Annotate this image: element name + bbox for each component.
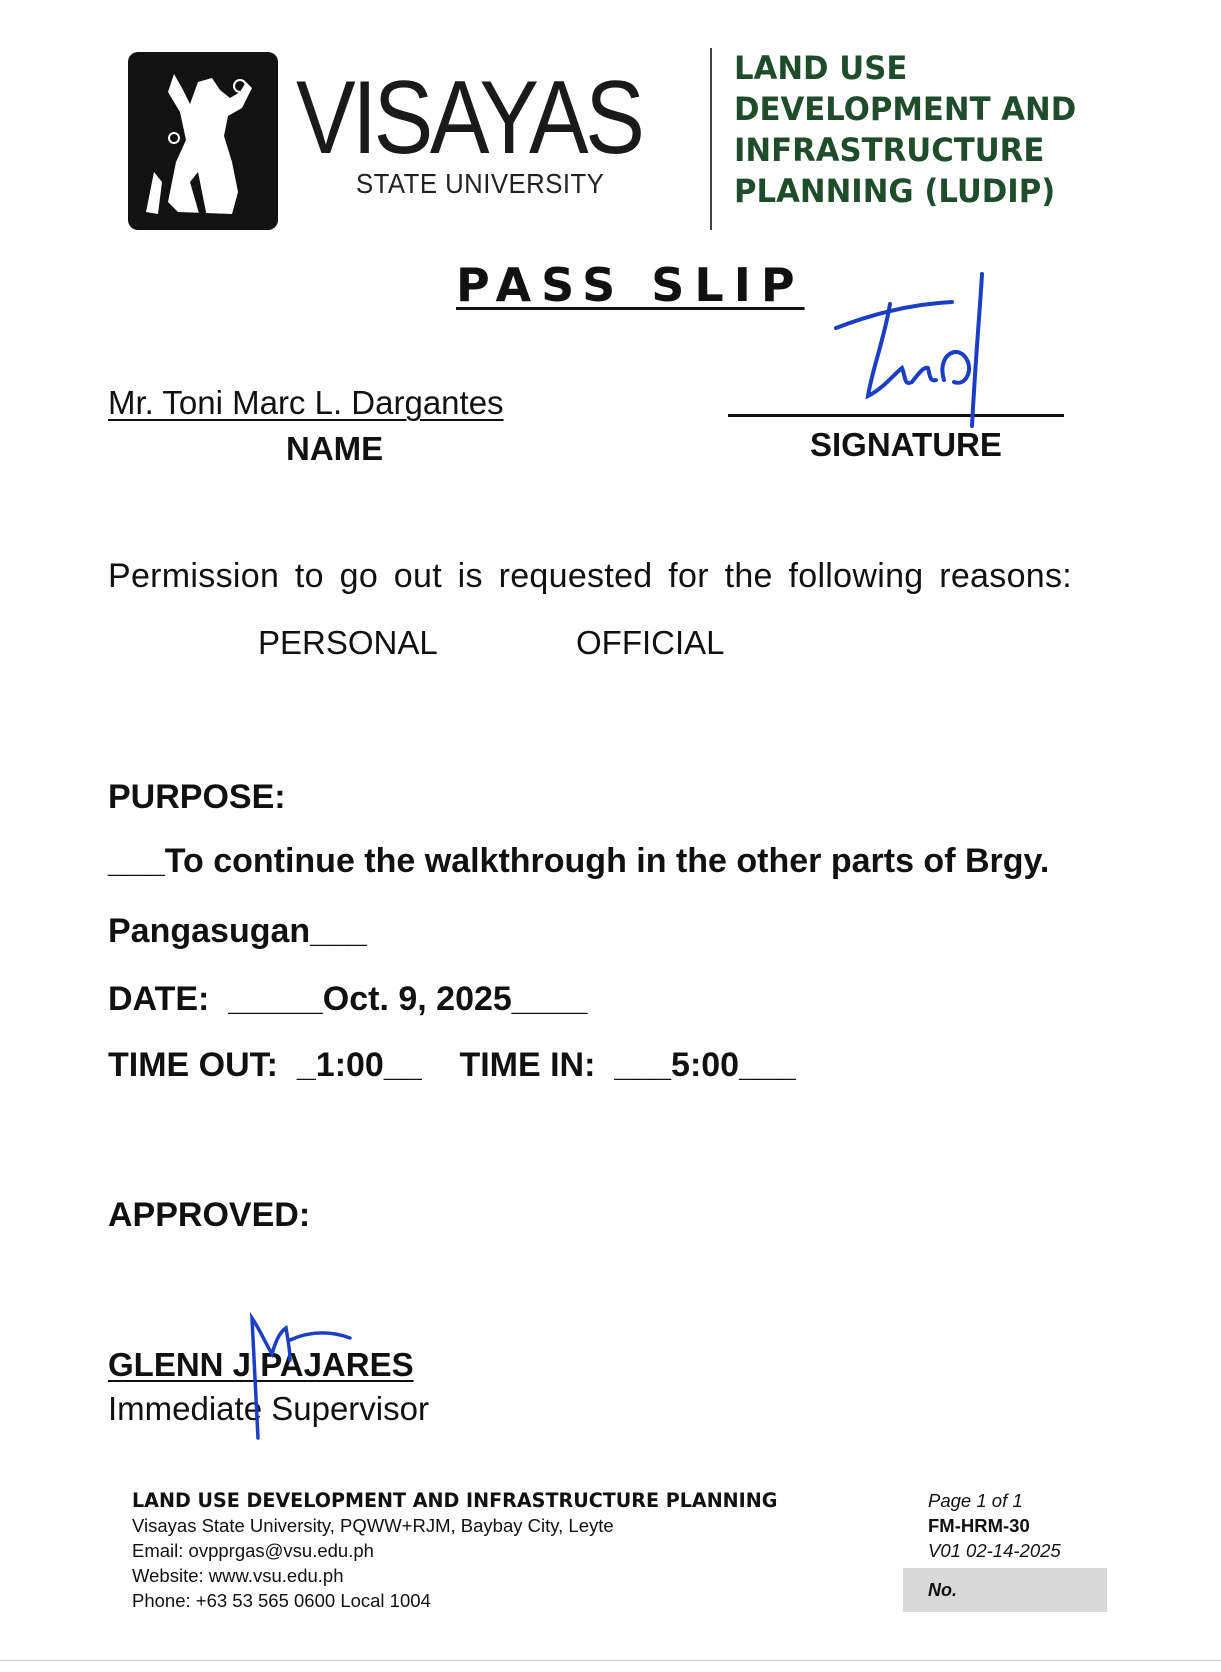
option-official: OFFICIAL bbox=[576, 624, 725, 661]
logo-subword: STATE UNIVERSITY bbox=[356, 168, 605, 199]
approver-signature-ink-icon bbox=[238, 1310, 358, 1440]
footer-website: Website: www.vsu.edu.ph bbox=[132, 1565, 344, 1586]
date-line: DATE: _____Oct. 9, 2025____ bbox=[108, 980, 588, 1018]
footer-phone: Phone: +63 53 565 0600 Local 1004 bbox=[132, 1590, 431, 1611]
footer-title: LAND USE DEVELOPMENT AND INFRASTRUCTURE PLANNING bbox=[132, 1489, 778, 1512]
footer-email: Email: ovpprgas@vsu.edu.ph bbox=[132, 1540, 374, 1561]
request-text: Permission to go out is requested for the following reasons: bbox=[108, 557, 1073, 595]
footer-contact bbox=[132, 1488, 791, 1613]
option-personal: PERSONAL bbox=[258, 624, 438, 661]
signature-caption: SIGNATURE bbox=[810, 426, 1002, 463]
approved-label: APPROVED: bbox=[108, 1196, 311, 1234]
name-caption: NAME bbox=[286, 430, 384, 467]
office-line: INFRASTRUCTURE bbox=[734, 131, 1045, 169]
supervisor-title: Immediate Supervisor bbox=[108, 1390, 429, 1427]
signature-ink-icon bbox=[832, 270, 1002, 430]
university-logo-icon bbox=[128, 52, 278, 230]
time-line: TIME OUT: _1:00__ TIME IN: ___5:00___ bbox=[108, 1046, 796, 1084]
form-code: FM-HRM-30 bbox=[928, 1515, 1030, 1536]
page-number: Page 1 of 1 bbox=[928, 1490, 1023, 1511]
form-version: V01 02-14-2025 bbox=[928, 1540, 1061, 1561]
supervisor-name: GLENN J PAJARES bbox=[108, 1346, 414, 1383]
purpose-text-line: Pangasugan___ bbox=[108, 912, 367, 950]
control-number-label: No. bbox=[928, 1580, 957, 1600]
header-divider bbox=[710, 48, 712, 230]
page-bottom-rule bbox=[0, 1660, 1221, 1661]
name-value: Mr. Toni Marc L. Dargantes bbox=[108, 384, 504, 421]
document-meta bbox=[928, 1488, 1061, 1563]
office-line: LAND USE bbox=[734, 49, 908, 87]
office-line: DEVELOPMENT AND bbox=[734, 90, 1077, 128]
form-title: PASS SLIP bbox=[456, 258, 805, 312]
office-line: PLANNING (LUDIP) bbox=[734, 172, 1056, 210]
office-name bbox=[734, 48, 1076, 212]
footer-address: Visayas State University, PQWW+RJM, Baybay City, Leyte bbox=[132, 1515, 614, 1536]
logo-wordmark: VISAYAS bbox=[296, 60, 642, 176]
purpose-label: PURPOSE: bbox=[108, 778, 286, 816]
purpose-text-line: ___To continue the walkthrough in the other parts of Brgy. bbox=[108, 842, 1050, 880]
